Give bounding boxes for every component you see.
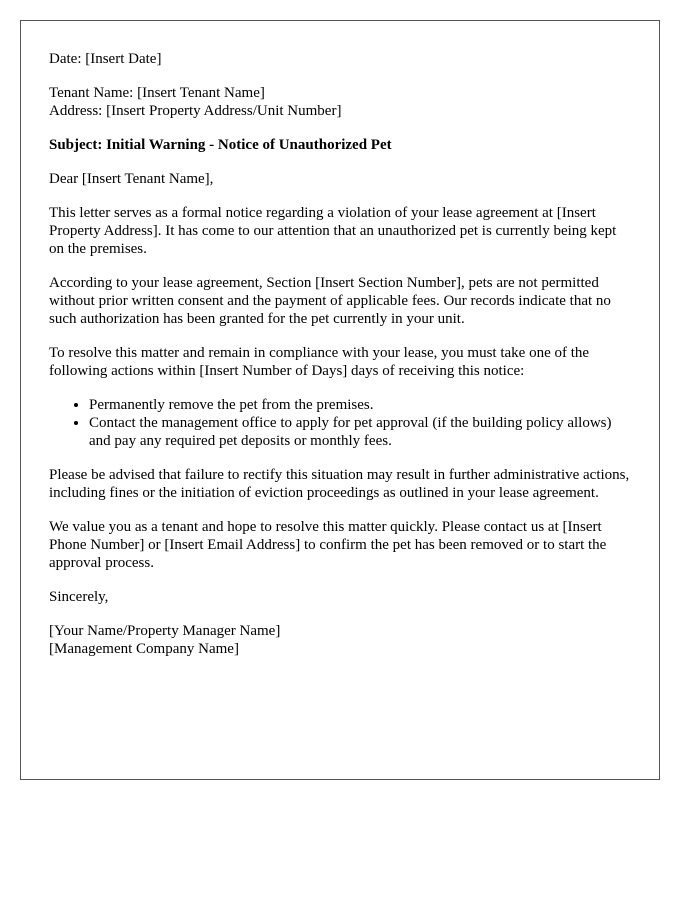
paragraph-lease-section: According to your lease agreement, Section [Insert Section Number], pets are not permitted without prior written consent and the payment of applicable fees. Our records indicate that no such authorization has been granted for the pet currently in your unit.: [49, 275, 611, 327]
paragraph-consequences: Please be advised that failure to rectify this situation may result in further administrative actions, including fines or the initiation of eviction proceedings as outlined in your lease agreement.: [49, 467, 630, 501]
recipient-block: [49, 84, 631, 120]
letter-page: [20, 20, 660, 780]
date-line: Date: [Insert Date]: [49, 51, 162, 67]
address-line: Address: [Insert Property Address/Unit Number]: [49, 103, 342, 119]
signature-name: [Your Name/Property Manager Name]: [49, 623, 281, 639]
subject-line: Subject: Initial Warning - Notice of Unauthorized Pet: [49, 137, 392, 153]
paragraph-violation-notice: This letter serves as a formal notice regarding a violation of your lease agreement at [Insert Property Address]. It has come to our attention that an unauthorized pet is currently being kept on the premises.: [49, 205, 617, 257]
paragraph-required-actions: To resolve this matter and remain in compliance with your lease, you must take one of the following actions within [Insert Number of Days] days of receiving this notice:: [49, 345, 590, 379]
action-item-remove-pet: • Permanently remove the pet from the premises.: [89, 396, 631, 414]
closing: Sincerely,: [49, 589, 109, 605]
salutation: Dear [Insert Tenant Name],: [49, 171, 214, 187]
signature-block: [49, 622, 631, 658]
action-item-apply-approval: • Contact the management office to apply for pet approval (if the building policy allows) and pay any required pet deposits or monthly fees.: [89, 414, 631, 450]
tenant-name-line: Tenant Name: [Insert Tenant Name]: [49, 85, 265, 101]
actions-list: [49, 396, 631, 450]
paragraph-contact: We value you as a tenant and hope to resolve this matter quickly. Please contact us at [Insert Phone Number] or [Insert Email Address] to confirm the pet has been removed or to start the approval process.: [49, 519, 607, 571]
signature-company: [Management Company Name]: [49, 641, 239, 657]
